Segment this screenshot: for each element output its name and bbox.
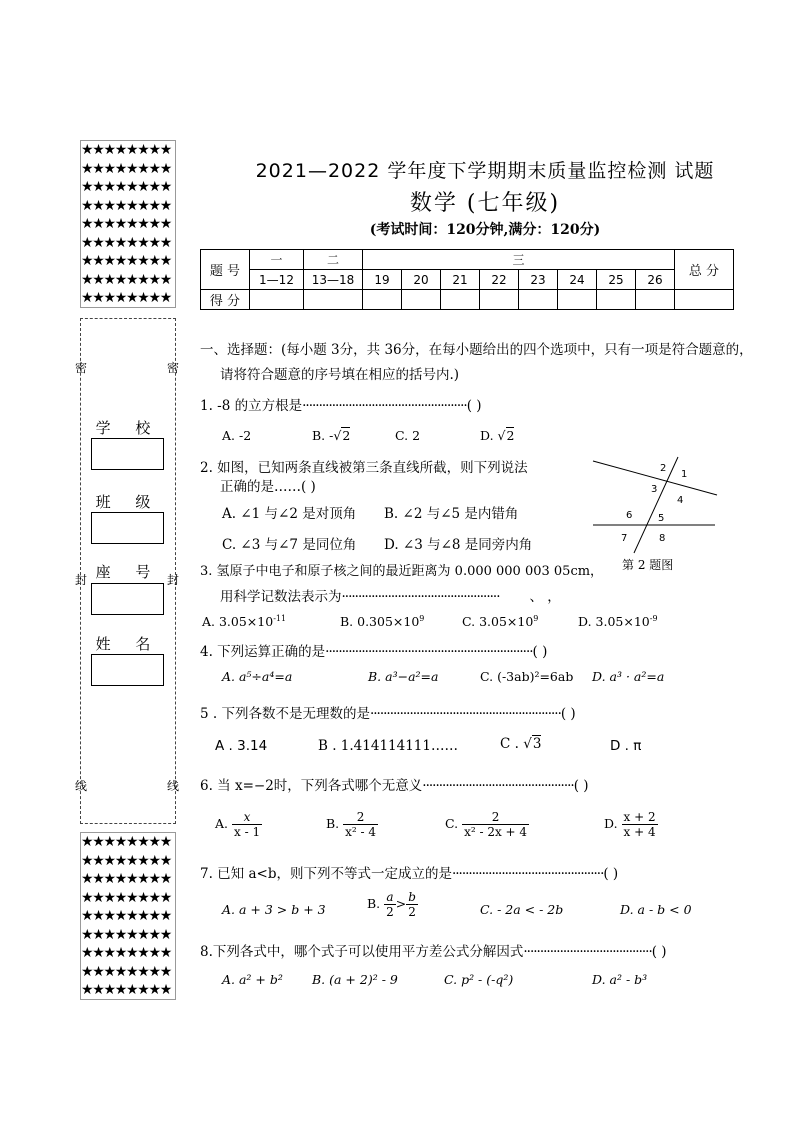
sqrt-sign: √	[333, 428, 342, 443]
q7-option-c[interactable]: C. - 2a < - 2b	[480, 902, 564, 917]
score-cell[interactable]	[480, 290, 519, 310]
sub-label: 13—18	[304, 270, 363, 290]
answer-paren: ( )	[573, 778, 589, 794]
numerator: x	[232, 810, 262, 825]
fraction	[406, 890, 418, 919]
denominator: x² - 2x + 4	[464, 825, 528, 839]
sub-label: 26	[636, 270, 675, 290]
seat-label: 座 号	[95, 563, 161, 581]
option-label: D.	[604, 816, 618, 831]
question-stem: 用科学记数法表示为	[220, 589, 342, 605]
fraction	[462, 810, 529, 839]
greater-than: >	[395, 896, 407, 911]
q1-option-d[interactable]	[480, 428, 514, 443]
q6-option-a[interactable]	[215, 810, 262, 839]
star-row: ★★★★★★★★	[81, 908, 172, 924]
q6-option-c[interactable]	[445, 810, 529, 839]
top-star-border	[80, 140, 176, 308]
q4-option-a[interactable]: A. a⁵÷a⁴=a	[222, 669, 293, 684]
exponent: -11	[273, 614, 287, 623]
school-label: 学 校	[95, 419, 161, 437]
class-label: 班 级	[95, 493, 161, 511]
q2-option-b[interactable]: B. ∠2 与∠5 是内错角	[384, 506, 519, 522]
exam-title: 2021—2022 学年度下学期期末质量监控检测 试题	[255, 160, 715, 182]
score-cell[interactable]	[250, 290, 304, 310]
figure-caption: 第 2 题图	[622, 558, 674, 572]
star-row: ★★★★★★★★	[81, 852, 172, 869]
question-1	[200, 394, 482, 414]
q1-option-c[interactable]: C. 2	[395, 428, 421, 443]
option-label: D.	[480, 428, 498, 443]
option-label: B. -	[312, 428, 334, 443]
option-label: B.	[367, 896, 381, 911]
q6-option-b[interactable]	[326, 810, 378, 839]
dot-leader: ·······································	[523, 944, 652, 960]
option-text: C. 3.05×10	[462, 614, 534, 630]
question-2-line2: 正确的是……( )	[220, 479, 316, 495]
q2-option-d[interactable]: D. ∠3 与∠8 是同旁内角	[384, 537, 533, 553]
angle-label: 1	[681, 469, 688, 480]
star-row: ★★★★★★★★	[81, 945, 172, 961]
q2-option-c[interactable]: C. ∠3 与∠7 是同位角	[222, 537, 357, 553]
question-stem: 6. 当 x=−2时，下列各式哪个无意义	[200, 778, 423, 794]
q5-option-c[interactable]	[500, 736, 541, 752]
exam-info: (考试时间：120分钟,满分：120分)	[369, 222, 601, 238]
option-text: D. 3.05×10	[578, 614, 650, 630]
option-text: B. 0.305×10	[340, 614, 420, 630]
score-cell[interactable]	[558, 290, 597, 310]
question-stem: 5 . 下列各数不是无理数的是	[200, 706, 370, 722]
q5-option-b[interactable]: B . 1.414114111……	[318, 738, 458, 754]
radicand: 3	[532, 736, 542, 752]
sub-label: 22	[480, 270, 519, 290]
radicand: 2	[342, 428, 351, 443]
bottom-star-border	[80, 832, 176, 1000]
fraction	[622, 810, 658, 839]
q4-option-b[interactable]: B. a³−a²=a	[368, 669, 439, 684]
denominator: x + 4	[623, 825, 656, 839]
q4-option-c[interactable]: C. (-3ab)²=6ab	[480, 669, 574, 684]
q1-option-a[interactable]: A. -2	[222, 428, 252, 443]
star-row: ★★★★★★★★	[81, 290, 172, 306]
dot-leader: ··············································	[451, 866, 604, 882]
q3-option-a[interactable]	[202, 614, 286, 629]
answer-paren: 、 ，	[529, 589, 561, 605]
angle-label: 6	[626, 510, 633, 521]
angle-label: 8	[659, 533, 666, 544]
binding-area	[75, 318, 180, 824]
denominator: 2	[386, 905, 394, 919]
answer-paren: ( )	[603, 866, 619, 882]
angle-label: 7	[621, 533, 628, 544]
q2-option-a[interactable]: A. ∠1 与∠2 是对顶角	[222, 506, 357, 522]
answer-paren: ( )	[466, 398, 482, 414]
question-7	[200, 862, 618, 882]
q8-option-d[interactable]: D. a² - b³	[592, 972, 648, 987]
star-row: ★★★★★★★★	[81, 179, 172, 195]
question-3: 3. 氢原子中电子和原子核之间的最近距离为 0.000 000 003 05cm，	[200, 564, 604, 579]
score-table-row-label: 题 号	[201, 250, 250, 290]
denominator: 2	[408, 905, 416, 919]
dot-leader: ··············································	[422, 778, 574, 794]
q3-option-b[interactable]	[340, 614, 424, 629]
score-cell[interactable]	[636, 290, 675, 310]
section-two-header: 二	[304, 250, 363, 270]
angle-label: 4	[677, 495, 684, 506]
q7-option-b[interactable]	[367, 890, 418, 919]
numerator: 2	[462, 810, 529, 825]
star-row: ★★★★★★★★	[81, 216, 172, 232]
star-row: ★★★★★★★★	[81, 926, 172, 943]
option-label: B.	[326, 816, 340, 831]
seal-mark-xian: 线	[75, 779, 88, 793]
score-cell[interactable]	[675, 290, 734, 310]
sub-label: 21	[441, 270, 480, 290]
star-row: ★★★★★★★★	[81, 142, 172, 158]
q8-option-c[interactable]: C. p² - (-q²)	[444, 972, 514, 987]
section-three-header: 三	[363, 250, 675, 270]
question-3-line2	[220, 585, 561, 605]
question-8	[200, 940, 667, 960]
answer-paren: ( )	[532, 644, 548, 660]
answer-paren: ( )	[651, 944, 667, 960]
question-stem: 4. 下列运算正确的是	[200, 644, 326, 660]
q8-option-a[interactable]: A. a² + b²	[222, 972, 283, 987]
numerator: a	[384, 890, 396, 905]
q6-option-d[interactable]	[604, 810, 658, 839]
question-stem: 7. 已知 a<b，则下列不等式一定成立的是	[200, 866, 452, 882]
star-row: ★★★★★★★★	[81, 271, 172, 288]
section-heading-line2: 请将符合题意的序号填在相应的括号内.)	[220, 367, 460, 383]
question-5	[200, 702, 576, 722]
seat-field[interactable]	[91, 583, 164, 615]
question-2: 2. 如图，已知两条直线被第三条直线所截，则下列说法	[200, 460, 528, 476]
q7-option-d[interactable]: D. a - b < 0	[620, 902, 692, 917]
seal-mark-feng: 封	[167, 573, 180, 587]
sub-label: 24	[558, 270, 597, 290]
sqrt-sign: √	[497, 428, 506, 443]
score-cell[interactable]	[363, 290, 402, 310]
score-cell[interactable]	[597, 290, 636, 310]
numerator: b	[408, 890, 416, 904]
question-6	[200, 774, 589, 794]
star-row: ★★★★★★★★	[81, 234, 172, 251]
sqrt-sign: √	[523, 736, 532, 752]
total-label: 总 分	[675, 250, 734, 290]
q5-option-d[interactable]: D . π	[610, 738, 642, 754]
exponent: 9	[419, 614, 425, 623]
name-label: 姓 名	[95, 635, 161, 653]
option-label: A.	[215, 816, 229, 831]
seal-mark-feng: 封	[75, 573, 88, 587]
star-row: ★★★★★★★★	[81, 982, 172, 998]
dot-leader: ················································	[341, 589, 500, 605]
star-row: ★★★★★★★★	[81, 197, 172, 214]
name-field[interactable]	[91, 654, 164, 686]
sub-label: 19	[363, 270, 402, 290]
class-field[interactable]	[91, 512, 164, 544]
score-cell[interactable]	[402, 290, 441, 310]
question-stem: 8.下列各式中，哪个式子可以使用平方差公式分解因式	[200, 944, 524, 960]
numerator: 2	[343, 810, 378, 825]
q5-option-a[interactable]: A . 3.14	[215, 738, 268, 754]
score-row-label: 得 分	[201, 290, 250, 310]
star-row: ★★★★★★★★	[81, 889, 172, 906]
dot-leader: ··························································	[369, 706, 561, 722]
seal-mark-mi: 密	[167, 361, 180, 375]
seal-mark-xian: 线	[167, 779, 180, 793]
score-table	[200, 249, 734, 310]
school-field[interactable]	[91, 438, 164, 470]
star-row: ★★★★★★★★	[81, 871, 172, 887]
denominator: x - 1	[234, 825, 261, 839]
sub-label: 20	[402, 270, 441, 290]
star-row: ★★★★★★★★	[81, 160, 172, 177]
figure-q2	[590, 455, 720, 555]
score-cell[interactable]	[304, 290, 363, 310]
subject-title: 数学 (七年级)	[409, 191, 561, 216]
question-4	[200, 640, 547, 660]
option-text: A. 3.05×10	[202, 614, 274, 630]
sub-label: 25	[597, 270, 636, 290]
score-cell[interactable]	[519, 290, 558, 310]
numerator: x + 2	[623, 810, 656, 824]
q8-option-b[interactable]: B. (a + 2)² - 9	[312, 972, 398, 987]
sub-label: 1—12	[250, 270, 304, 290]
fraction	[384, 890, 396, 919]
dot-leader: ··················································	[302, 398, 467, 414]
star-row: ★★★★★★★★	[81, 963, 172, 980]
option-label: C .	[500, 736, 524, 752]
seal-mark-mi: 密	[75, 361, 88, 375]
question-stem: 1. -8 的立方根是	[200, 398, 303, 414]
answer-paren: ( )	[560, 706, 576, 722]
q3-option-d[interactable]	[578, 614, 658, 629]
exponent: 9	[533, 614, 539, 623]
q3-option-c[interactable]	[462, 614, 538, 629]
star-row: ★★★★★★★★	[81, 253, 172, 269]
fraction	[343, 810, 378, 839]
q1-option-b[interactable]	[312, 428, 350, 443]
star-row: ★★★★★★★★	[81, 834, 172, 850]
denominator: x² - 4	[345, 825, 377, 839]
angle-label: 3	[651, 484, 658, 495]
dot-leader: ·······························································	[325, 644, 533, 660]
q7-option-a[interactable]: A. a + 3 > b + 3	[222, 902, 326, 917]
sub-label: 23	[519, 270, 558, 290]
fraction	[232, 810, 262, 839]
radicand: 2	[506, 428, 515, 443]
angle-label: 2	[660, 463, 667, 474]
q4-option-d[interactable]: D. a³ · a²=a	[592, 669, 665, 684]
exponent: -9	[649, 614, 658, 623]
section-one-header: 一	[250, 250, 304, 270]
score-cell[interactable]	[441, 290, 480, 310]
section-heading: 一、选择题：(每小题 3分，共 36分，在每小题给出的四个选项中，只有一项是符合题意的，	[200, 342, 753, 358]
angle-label: 5	[658, 513, 665, 524]
option-label: C.	[445, 816, 459, 831]
